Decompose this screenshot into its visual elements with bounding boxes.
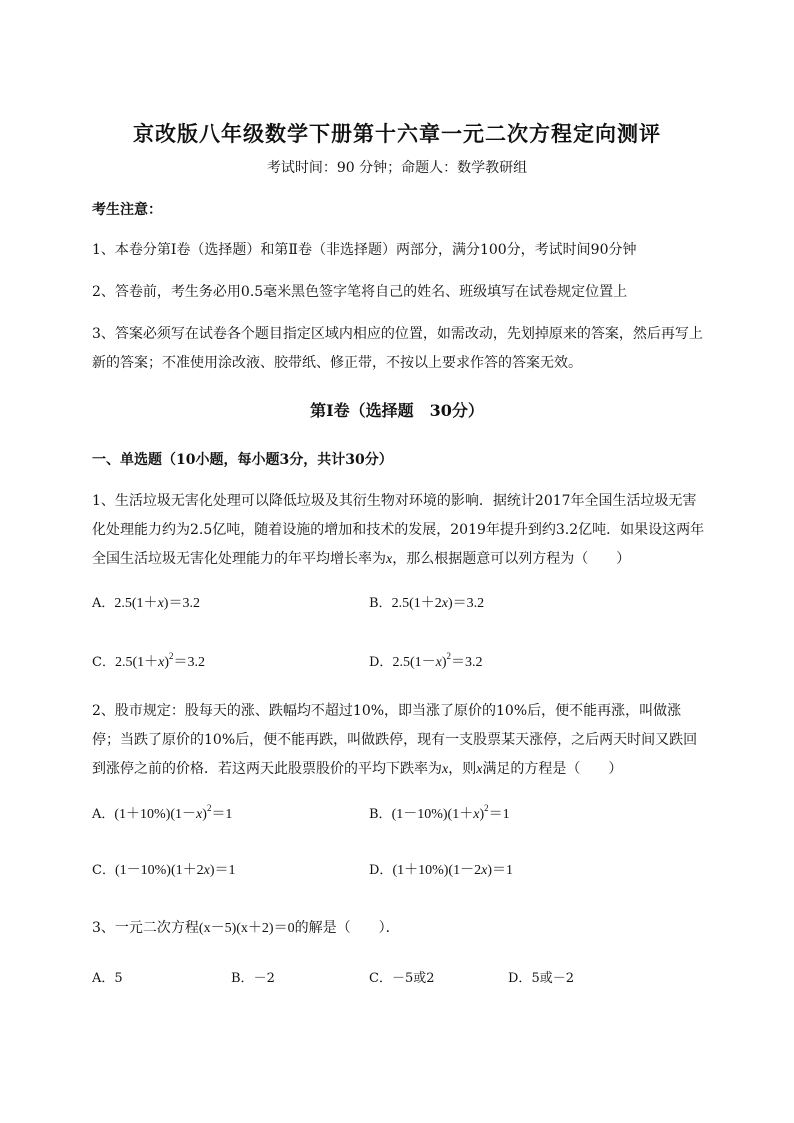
question-3-text: 3、一元二次方程(x－5)(x＋2)＝0的解是（ ）． — [92, 920, 400, 936]
question-2-option-c[interactable]: C．(1－10%)(1＋2x)＝1 — [92, 863, 236, 878]
question-1-text: 1、生活垃圾无害化处理可以降低垃圾及其衍生物对环境的影响．据统计2017年全国生活垃圾无害化处理能力约为2.5亿吨，随着设施的增加和技术的发展，2019年提升到约3.2亿吨．如果设这两年全国生活垃圾无害化处理能力的年平均增长率为x，那么根据题意可以列方程为（ ） — [92, 493, 705, 567]
equation: $2.5(1+x)^2=3.2$ — [114, 651, 206, 670]
question-2-option-d[interactable]: D．(1＋10%)(1－2x)＝1 — [369, 863, 513, 878]
question-3-option-a[interactable]: A．5 — [92, 971, 123, 986]
question-3-option-c[interactable]: C．－5或2 — [369, 971, 435, 986]
equation: (1－10%)(1＋2x)＝1 — [114, 863, 236, 878]
section-title: 第Ⅰ卷（选择题 30分） — [310, 401, 484, 420]
equation: (x－5)(x＋2)＝0 — [198, 921, 295, 936]
equation: 2.5(1＋x)＝3.2 — [114, 596, 200, 611]
question-2-option-b[interactable]: B．$(1-10\%)(1+x)^2=1$ — [369, 803, 510, 822]
question-3-option-b[interactable]: B．－2 — [231, 971, 275, 986]
exam-info: 考试时间：90 分钟；命题人：数学教研组 — [266, 160, 528, 176]
question-1-option-a[interactable]: A．2.5(1＋x)＝3.2 — [92, 596, 200, 611]
equation: 2.5(1＋2x)＝3.2 — [391, 596, 485, 611]
question-2-text: 2、股市规定：股每天的涨、跌幅均不超过10%，即当涨了原价的10%后，便不能再涨，叫做涨停；当跌了原价的10%后，便不能再跌，叫做跌停，现有一支股票某天涨停，之后两天时间又跌回到涨停之前的价格．若这两天此股票股价的平均下跌率为x，则x满足的方程是（ ） — [92, 703, 698, 777]
notice-item-2: 2、答卷前，考生务必用0.5毫米黑色签字笔将自己的姓名、班级填写在试卷规定位置上 — [92, 284, 628, 300]
question-1-option-d[interactable]: D．$2.5(1-x)^2=3.2$ — [369, 651, 483, 670]
equation: $(1-10\%)(1+x)^2=1$ — [391, 803, 510, 822]
part-title: 一、单选题（10小题，每小题3分，共计30分） — [92, 452, 393, 468]
question-3-option-d[interactable]: D．5或－2 — [508, 971, 574, 986]
equation: $(1+10\%)(1-x)^2=1$ — [114, 803, 233, 822]
equation: $2.5(1-x)^2=3.2$ — [392, 651, 483, 670]
question-1-option-c[interactable]: C．$2.5(1+x)^2=3.2$ — [92, 651, 206, 670]
notice-item-3: 3、答案必须写在试卷各个题目指定区域内相应的位置，如需改动，先划掉原来的答案，然后再写上新的答案；不准使用涂改液、胶带纸、修正带，不按以上要求作答的答案无效。 — [92, 326, 703, 371]
equation: (1＋10%)(1－2x)＝1 — [392, 863, 513, 878]
notice-item-1: 1、本卷分第Ⅰ卷（选择题）和第Ⅱ卷（非选择题）两部分，满分100分，考试时间90分钟 — [92, 242, 637, 258]
notice-heading: 考生注意： — [92, 202, 162, 218]
page-title: 京改版八年级数学下册第十六章一元二次方程定向测评 — [133, 121, 661, 146]
question-1-option-b[interactable]: B．2.5(1＋2x)＝3.2 — [369, 596, 485, 611]
question-2-option-a[interactable]: A．$(1+10\%)(1-x)^2=1$ — [92, 803, 233, 822]
